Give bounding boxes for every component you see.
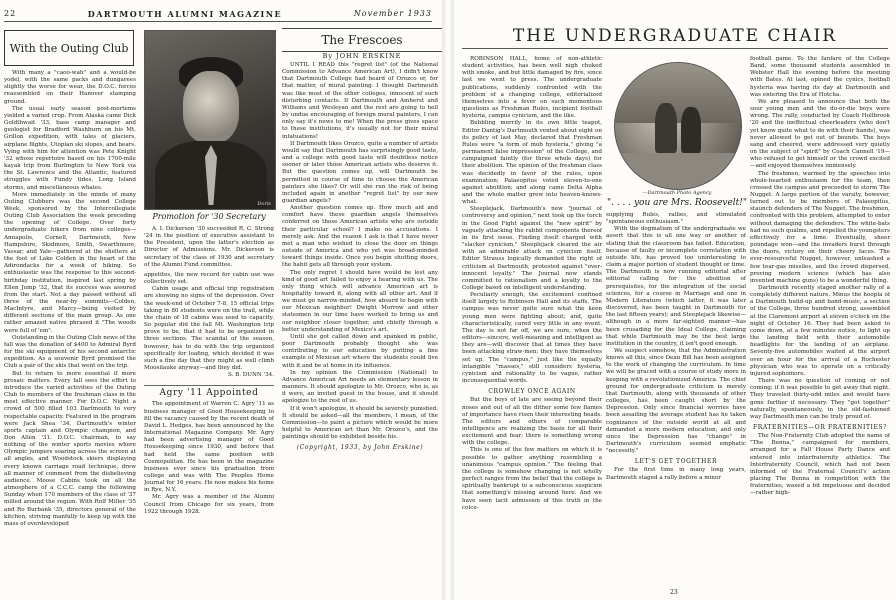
header-rule bbox=[4, 21, 432, 22]
right-page-number: 23 bbox=[670, 589, 678, 596]
circular-photo-credit: —Dartmouth Photo Agency bbox=[642, 190, 712, 196]
photo-credit: Doris bbox=[257, 201, 271, 207]
magazine-title: DARTMOUTH ALUMNI MAGAZINE bbox=[87, 9, 283, 19]
issue-date: November 1933 bbox=[353, 9, 432, 18]
circular-photo-caption: ". . . . you are Mrs. Roosevelt!" bbox=[606, 198, 748, 208]
frescoes-column bbox=[282, 62, 438, 594]
crowley-paragraph: This is one of the few matters on which it is possible to gather anything resembling a unanimous "campus opinion." The feeling that the college is somehow changing is not wholly perfect ranges from the belief that the college is spiritually bankrupt to a subconscious suspicion that something's missing around here. And we have seen tacit admission of this truth in the colce- bbox=[462, 447, 602, 511]
agry-paragraph: Mr. Agry was a member of the Alumni Council from Chicago for six years, from 1922 through 1928. bbox=[144, 494, 274, 515]
undergraduate-chair-heading: THE UNDERGRADUATE CHAIR bbox=[512, 26, 838, 46]
page-number: 22 bbox=[4, 9, 17, 18]
outing-paragraph: More immediately in the minds of many Outing Clubbers was the second College Week, sponsored by the Intercollegiate Outing Club Association the week preceding the opening of College. Over forty undergraduate hikers from nine colleges—Annapolis, Cornell, Dartmouth, New Hampshire, Skidmore, Smith, Swarthmore, Vassar, and Yale—gathered at the shelters at the foot of Lake Colden in the heart of the Adirondacks for a week of hiking. So enthusiastic was the response to this second-birthday institution, inspired last spring by Ellen Jump '32, that its success was assured from the start. Not a day passed without all three of the near-by summits—Colden, MacIntyre, and Marcy—being visited by different sections of the main group. As one rather amazed native phrased it "The woods were full of 'em". bbox=[4, 191, 136, 334]
outing-continuation: appetites, the new record for cabin use was collectively set. bbox=[144, 271, 274, 286]
outing-club-column bbox=[4, 70, 136, 594]
chair-paragraph: Dartmouth recently staged another rally of a completely different nature. Minus the hoopla of a Dartmouth build-up and band-music, a section of the College, three hundred strong, assembled at the Claremont airport at eleven o'clock on the night of October 16. They had been asked to come down, at a few minutes notice, to light up the landing field with their automobile headlights for the landing of an airplane. Seventy-five automobiles waited at the airport over an hour for the arrival of a Rochester physician who was to operate on a critically injured sophomore. bbox=[750, 285, 890, 377]
circular-photo bbox=[614, 62, 742, 190]
chair-paragraph: Steeplejack, Dartmouth's new "journal of controversy and opinion," next took up the torch in the Good Fight against the "new spirit" by vaguely attacking the rabbit components thereof in its first issue. Finding itself charged with "slacker cynicism," Steeplejack cleared the air with an admirable attack on cynicism itself. Editor Strauss logically demanded the right of criticism at Dartmouth, protested against "over-innocent loyalty." The Journal now stands committed to rationalism and a loyalty to the College based on intelligent understanding. bbox=[462, 206, 602, 291]
chair-paragraph: The freshmen, warmed by the speeches into whole-hearted enthusiasm for the team, then crossed the campus and proceeded to storm The Nugget. A large portion of the varsity, however, turned out to be members of Palaeopitus, staunch defenders of The Nugget. The freshmen, confronted with this problem, attempted to enter without damaging the defenders. The white-bats had no such qualms, and repelled the youngsters effectively for a time. Eventually, sheer poundage won—and the invaders burst through the doors, victory on their cheery faces. The ever-resourceful Nugget, however, unleashed a few tear-gas missiles, and the crowd dispersed, proving modern science (which has also invented machine guns) to be a wonderful thing. bbox=[750, 170, 890, 284]
frescoes-paragraph: Another question comes up. How much aid and comfort have these guardian angels themselves conferred on those American artists who are outside their particular school? I make no accusations. I merely ask. And the reason I ask is that I have never met a man who wished to close the door on things outside of America and who yet was broad-minded toward things inside. Once you begin shutting doors, the habit gets all through your system. bbox=[282, 205, 438, 269]
outing-paragraph: Outstanding in the Outing Club news of the fall was the donation of $400 to Admiral Byrd for the ski equipment of his second antarctic expedition. As a souvenir Byrd promised the Club a pair of the skis that went on the trip. bbox=[4, 334, 136, 370]
page-gutter bbox=[442, 0, 454, 600]
frescoes-copyright: (Copyright, 1933, by John Erskine) bbox=[296, 444, 424, 452]
photo-figure bbox=[655, 103, 677, 153]
chair-paragraph: We are pleased to announce that both the sour young men and the do-or-die boys were wrong. The rally, conducted by Coach Hollbrook '20 and the ineffectual cheerleaders (who don't yet know quite what to do with their hands), was never allowed to get out of bounds. The boys sang and cheered, were addressed very quietly on the subject of "spirit" by Coach Cannell '19—who refused to get himself or the crowd excited—and enjoyed themselves immensely. bbox=[750, 98, 890, 170]
together-paragraph: For the first time in many long years, Dartmouth staged a rally before a minor bbox=[606, 467, 746, 481]
photo-text: A. I. Dickerson '30 succeeded R. C. Strong '24 in the position of executive assistant to the President, upon the latter's election as Director of Admissions. Mr. Dickerson is secretary of the class of 1930 and secretary of the Alumni Fund committee. bbox=[144, 226, 274, 268]
photo-figure bbox=[681, 107, 701, 153]
fraternities-paragraph: The Non-Fraternity Club adopted the name of "The Benna," campaigned for members, arranged for a Fall House Party Dance and entered into interfraternity athletics. The Interfraternity Council, which had not been informed of the Fraternal Council's action placing The Benna in competition with the fraternities, waxed a bit impetuous and decided—rather high- bbox=[750, 433, 890, 497]
frescoes-paragraph: The only regret I should have would be lest any kind of good art failed to enjoy a hearing with us. The only thing which will advance American art is hospitality toward it, along with all other art. And if we must go narrow-minded, how absurd to begin with our Mexican neighbor! Dwight Morrow and other statesmen in our time have worked to bring us and our neighbor closer together, and chiefly through a better understanding of Mexico's art. bbox=[282, 269, 438, 333]
frescoes-paragraph: Until she got called down and spanked in public, poor Dartmouth probably thought she was contributing to our education by putting a fine example of Mexican art where the students could live with it and be at home in its influence. bbox=[282, 333, 438, 369]
outing-signature: S. B. DUNN '34. bbox=[227, 372, 274, 379]
chair-paragraph: Peculiarly enough, the excitement confined itself largely to Robinson Hall and its staffs. The campus was never quite sure what the keen young men were fighting about; and, quite characteristically, cared very little in any event. The day is not far off, we are sure, when the editors—sincere, well-meaning and intelligent as they are—will discover that at times they have been attacking straw-men; they have themselves set up. The "campus," just like the equally intangible "masses," still considers hysteria, cynicism and rationality to be vague, rather inconsequential words. bbox=[462, 292, 602, 385]
chair-paragraph: supplying Rules, rallies, and stimulated "spontaneous enthusiasm." bbox=[606, 212, 746, 226]
frescoes-paragraph: If it won't apologize, it should be severely punished. It should be asked—all the members, I mean, of the Commission—to paint a picture which would be more helpful to American art than Mr. Orozco's, and the paintings should be exhibited beside his. bbox=[282, 405, 438, 441]
heading-rule bbox=[462, 48, 888, 49]
photo-trees bbox=[615, 63, 741, 123]
outing-continuation-paragraph: Cabin usage and official trip registration are showing no signs of the depression. Over the week-end of October 7-8, 15 official trips taking in 80 students were on the trail, while the chain of 18 cabins was used to capacity. So popular did the fall Mt. Washington trip prove to be, that it had to be organized in three sections. The scandal of the season, however, has to do with the trip organized specifically for loafing, which decided it was such a fine day that they might as well climb Moosilauke anyway—and they did. bbox=[144, 286, 274, 371]
outing-paragraph: With many a "caoo-wah" and a would-be yodel, with the same packs and dungarees slightly the worse for wear, the D.O.C. forces reassembled on their Hanover stamping ground. bbox=[4, 70, 136, 105]
agry-paragraph: The appointment of Warren C. Agry '11 as business manager of Good Housekeeping to fill the vacancy caused by the recent death of David L. Hedges, has been announced by the International Magazine Company. Mr. Agry had been advertising manager of Good Housekeeping since 1930, and before that had held the same position with Cosmopolitan. He has been in the magazine business ever since his graduation from college and was with The Peoples Home Journal for 16 years. He now makes his home in Rye, N.Y. bbox=[144, 401, 274, 494]
chair-column-1 bbox=[462, 56, 602, 592]
frescoes-paragraph: UNTIL I READ this "regret list" (of the National Commission to Advance American Art), I didn't know that Dartmouth College had heard of Orozco or, for that matter, of mural painting. I thought Dartmouth was like most of the other colleges, innocent of such disturbing contacts. If Dartmouth and Amherst and Williams and Wesleyan and the rest are going to hell by undue encouraging of foreign mural painters, I can only say it's news to me! When the press gives space to these institutions, it's usually not for their mural infatuations! bbox=[282, 62, 438, 140]
crowley-paragraph: But the boys of late are seeing beyond their noses and out of all the dither some few flames of importance have risen their interesting heads. The editors and others of comparable intelligence are realizing the basis for all their excitement and fear: there is something wrong with the college. bbox=[462, 397, 602, 447]
outing-paragraph: The usual early season post-mortems yielded a varied crop. From Alaska came Dick Goldthwait '33, base camp manager and geologist for Bradford Washburn on his Mt. Grillon expedition, with tales of glaciers, airplane flights, Utopian ski slopes, and bears. Vying with him for attention was Pete Knight '32 whose repertoire based on his 1700-mile kayak trip from Burlington to New York via the St. Lawrence and the Atlantic, featured struggles with Fundy tides, Long Island storms, and miscellaneous whales. bbox=[4, 105, 136, 191]
frescoes-byline: By JOHN ERSKINE bbox=[322, 52, 402, 60]
fraternities-heading: FRATERNITIES—OR FRATERNITIES? bbox=[752, 423, 888, 431]
outing-paragraph: But to return to more essential if more prosaic matters. Every fall sees the effort to introduce the varied activities of the Outing Club to members of the freshman class in the most effective manner. For D.O.C. Night a crowd of 500 filled 103 Dartmouth to very respectable capacity. Featured in the program were Jack Shea '34, Dartmouth's winter sports captain and Olympic champion, and Don Allen '31. D.O.C. chairman, to say nothing of the winter sports movies where Olympic jumpers soaring across the screen at all angles, and Woodstock skiers displaying every known carriage road technique, drew all manner of comment from the disbelieving audience. Moose Cabins took on all the atmosphere of a C.C.C. camp the following Sunday when 170 members of the class of '37 milled around the region. With Rolf Miller '35 and Ro Burbank '35, directors general of the kitchen, striving manfully to keep up with the mass of overdeveloped bbox=[4, 370, 136, 527]
middle-column bbox=[144, 226, 274, 594]
chair-paragraph: There was no question of coming or not coming; if it was possible to get away that night. They traveled thirty-odd miles and would have gone further if necessary. They "got together" naturally, spontaneously, in the old-fashioned way Dartmouth men can be truly proud of. bbox=[750, 378, 890, 420]
chair-paragraph: With the dogmatism of the undergraduate we assert that this is all one way or another of stating that the classroom has failed. Education, because of faulty or incomplete correlation with outside life, has proved too uninteresting to claim a major portion of student thought or time. The Dartmouth is now running editorial after editorial calling for the abolition of prerequisites, for the integration of the social sciences, for a course in Marriage and one in Modern Literature (which latter, it was later discovered, has been taught in Dartmouth for the last fifteen years); and Steeplejack likewise—although in a more far-sighted manner—has been crusading for the Ideal College, claiming that while Dartmouth may be the best large institution in the country, it isn't good enough. bbox=[606, 226, 746, 347]
running-header bbox=[4, 9, 432, 19]
photo-ground bbox=[615, 153, 741, 189]
right-page bbox=[454, 0, 896, 600]
left-page bbox=[0, 0, 442, 600]
portrait-photo bbox=[144, 30, 276, 210]
photo-face bbox=[183, 71, 239, 143]
chair-paragraph: Bubbling merrily in its own little teapot, Editor Dantig's Dartmouth vented about eight on its policy of last May, declared that Freshman Rules were "a form of mob hysteria," giving "a permanent false impression" of the College, and campaigned faintly (for three whole days) for their abolition. The opinion of the freshman class was decidedly in favor of the rules, upon examination; Palaeopitus voted eleven-to-one against abolition; and along came Delta Alpha and the whole matter grew into heaven-knows-what. bbox=[462, 120, 602, 206]
frescoes-heading: The Frescoes bbox=[282, 28, 442, 52]
frescoes-paragraph: If Dartmouth likes Orozco, quite a number of artists would say that Dartmouth has surprisingly good taste, and a college with good taste will doubtless notice sooner or later those American artists who deserve it. But the question comes up, will Dartmouth be permitted in course of time to choose the American painters she likes? Or will she run the risk of being included again in another "regret list" by our new guardian angels? bbox=[282, 140, 438, 204]
chair-paragraph: We suspect somehow, that the Administration knows all this, since Dean Bill has been assigned to the work of changing the curriculum. In time we will be graced with a course of study more in keeping with a revolutionized America. The chief ground for undergraduate criticism is merely that Dartmouth, along with thousands of other colleges, has been caught short by the Depression. Only since financial worries have been assailing the average student has he taken cognizance of the outside world at all and demanded a more modern education; and only since the Depression has "change" in Dartmouth's curriculum seemed emphatic "necessity." bbox=[606, 347, 746, 455]
chair-column-2 bbox=[606, 212, 746, 592]
chair-paragraph: football game. To the fanfare of the College Band, some thousand students assembled in Webster Hall the evening before the meeting with Bates. At last, opined the cynics, football hysteria was having its day at Dartmouth and was entering the Era of Hotcha. bbox=[750, 56, 890, 98]
outing-club-heading: With the Outing Club bbox=[4, 30, 134, 66]
photo-caption: Promotion for '30 Secretary bbox=[152, 212, 266, 221]
agry-heading: Agry '11 Appointed bbox=[144, 385, 274, 397]
together-heading: LET'S GET TOGETHER bbox=[634, 458, 718, 466]
chair-paragraph: ROBINSON HALL, home of non-athletic student activities, has been well nigh choked with smoke, and but little damaged by fire, since last we went to press. The undergraduate publications, suddenly confronted with the problem of a changing college, editorialized themselves into a fever on such momentous questions as Freshman Rules, incipient football hysteria, campus cynicism, and the like. bbox=[462, 56, 602, 120]
frescoes-paragraph: In my opinion the Commission (National) to Advance American Art needs an elementary lesson in manners. It should apologize to Mr. Orozco, who is, as it were, an invited guest in the house, and it should apologize to the rest of us. bbox=[282, 369, 438, 405]
crowley-heading: CROWLEY ONCE AGAIN bbox=[488, 388, 576, 396]
chair-column-3 bbox=[750, 56, 890, 592]
